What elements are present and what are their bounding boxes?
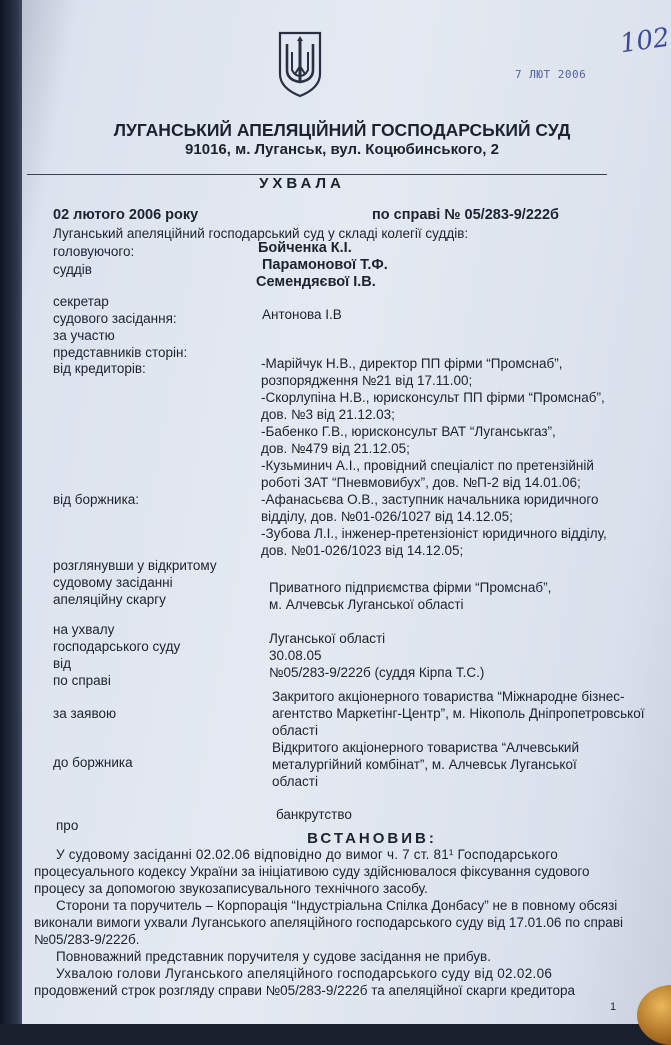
secretary-label-1: секретар: [53, 294, 109, 309]
judge-1: Парамонової Т.Ф.: [262, 257, 388, 273]
body-line: процесу за допомогою звукозаписувального технічного засобу.: [34, 881, 428, 896]
debtor-rep-line: відділу, дов. №01-026/1027 від 14.12.05;: [261, 509, 513, 524]
about-value: банкрутство: [276, 807, 352, 822]
debtor-line: металургійний комбінат”, м. Алчевськ Луганської: [272, 757, 577, 772]
presiding-label: головуючого:: [53, 244, 135, 259]
about-label: про: [56, 818, 79, 833]
applicant-line: області: [272, 723, 318, 738]
judges-label: суддів: [53, 262, 92, 277]
creditor-line: -Бабенко Г.В., юрисконсульт ВАТ “Луганськгаз”,: [261, 424, 556, 439]
body-line: У судовому засіданні 02.02.06 відповідно до вимог ч. 7 ст. 81¹ Господарського: [56, 847, 558, 862]
debtor-rep-line: дов. №01-026/1023 від 14.12.05;: [261, 543, 464, 558]
appeal-label-2: судовому засіданні: [53, 575, 173, 590]
body-line: Повноважний представник поручителя у судове засідання не прибув.: [56, 949, 491, 964]
court-address: 91016, м. Луганськ, вул. Коцюбинського, 2: [185, 141, 499, 158]
secretary-name: Антонова І.В: [262, 307, 342, 322]
debtor-line: Відкритого акціонерного товариства “Алчевський: [272, 740, 579, 755]
debtor-label: до боржника: [53, 755, 133, 770]
participation-label-2: представників сторін:: [53, 345, 188, 360]
debtor-representatives-label: від боржника:: [53, 492, 140, 507]
body-line: продовжений строк розгляду справи №05/283-9/222б та апеляційної скарги кредитора: [34, 983, 576, 998]
body-line: виконали вимоги ухвали Луганського апеляційного господарського суду від 17.01.06 по справі: [34, 915, 623, 930]
body-line: Сторони та поручитель – Корпорація “Індустріальна Спілка Донбасу” не в повному обсязі: [56, 898, 618, 913]
document-title: УХВАЛА: [259, 175, 345, 192]
ruling-label-3: від: [53, 656, 72, 671]
debtor-line: області: [272, 774, 318, 789]
application-label: за заявою: [53, 706, 117, 721]
body-line: №05/283-9/222б.: [34, 932, 140, 947]
body-line: процесуального кодексу України за ініціативою суду здійснювалося фіксування судового: [34, 864, 590, 879]
creditor-line: дов. №3 від 21.12.03;: [261, 407, 395, 422]
trident-emblem-icon: [277, 30, 323, 98]
established-heading: ВСТАНОВИВ:: [307, 830, 437, 847]
debtor-rep-line: -Зубова Л.І., інженер-претензіоніст юридичного відділу,: [261, 526, 607, 541]
decision-date: 02 лютого 2006 року: [53, 207, 199, 223]
debtor-rep-line: -Афанасьєва О.В., заступник начальника юридичного: [261, 492, 599, 507]
applicant-line: Закритого акціонерного товариства “Міжнародне бізнес-: [272, 689, 625, 704]
panel-intro: Луганський апеляційний господарський суд у складі колегії суддів:: [53, 226, 469, 241]
handwritten-page-number: 102: [618, 22, 671, 60]
secretary-label-2: судового засідання:: [53, 311, 177, 326]
creditor-line: роботі ЗАТ “Пневмовибух”, дов. №П-2 від 14.01.06;: [261, 475, 581, 490]
applicant-line: агентство Маркетінг-Центр”, м. Нікополь Дніпропетровської: [272, 706, 645, 721]
creditor-line: розпорядження №21 від 17.11.00;: [261, 373, 473, 388]
creditor-line: -Марійчук Н.В., директор ПП фірми “Промснаб”,: [261, 356, 563, 371]
body-line: Ухвалою голови Луганського апеляційного господарського суду від 02.02.06: [56, 966, 553, 981]
corner-seal: [637, 985, 671, 1045]
judge-2: Семендяєвої І.В.: [256, 274, 376, 290]
footer-page-number: 1: [610, 1001, 617, 1013]
received-date-stamp: 7 ЛЮТ 2006: [515, 68, 587, 81]
participation-label-1: за участю: [53, 328, 115, 343]
court-name: ЛУГАНСЬКИЙ АПЕЛЯЦІЙНИЙ ГОСПОДАРСЬКИЙ СУД: [113, 120, 571, 140]
document-page: [22, 0, 671, 1024]
case-number: по справі № 05/283-9/222б: [372, 207, 559, 223]
ruling-label-4: по справі: [53, 673, 111, 688]
appeal-label-3: апеляційну скаргу: [53, 592, 166, 607]
presiding-judge: Бойченка К.І.: [258, 240, 352, 256]
creditors-label: від кредиторів:: [53, 361, 146, 376]
creditor-line: -Скорлупіна Н.В., юрисконсульт ПП фірми “Промснаб”,: [261, 390, 605, 405]
creditor-line: дов. №479 від 21.12.05;: [261, 441, 410, 456]
ruling-case: №05/283-9/222б (суддя Кірпа Т.С.): [269, 665, 485, 680]
ruling-label-1: на ухвалу: [53, 622, 115, 637]
creditor-line: -Кузьминич А.І., провідний спеціаліст по претензійній: [261, 458, 594, 473]
ruling-date: 30.08.05: [269, 648, 322, 663]
appeal-label-1: розглянувши у відкритому: [53, 558, 217, 573]
ruling-label-2: господарського суду: [53, 639, 181, 654]
ruling-court-region: Луганської області: [269, 631, 386, 646]
appellant-name: Приватного підприємства фірми “Промснаб”,: [269, 580, 552, 595]
appellant-location: м. Алчевськ Луганської області: [269, 597, 464, 612]
